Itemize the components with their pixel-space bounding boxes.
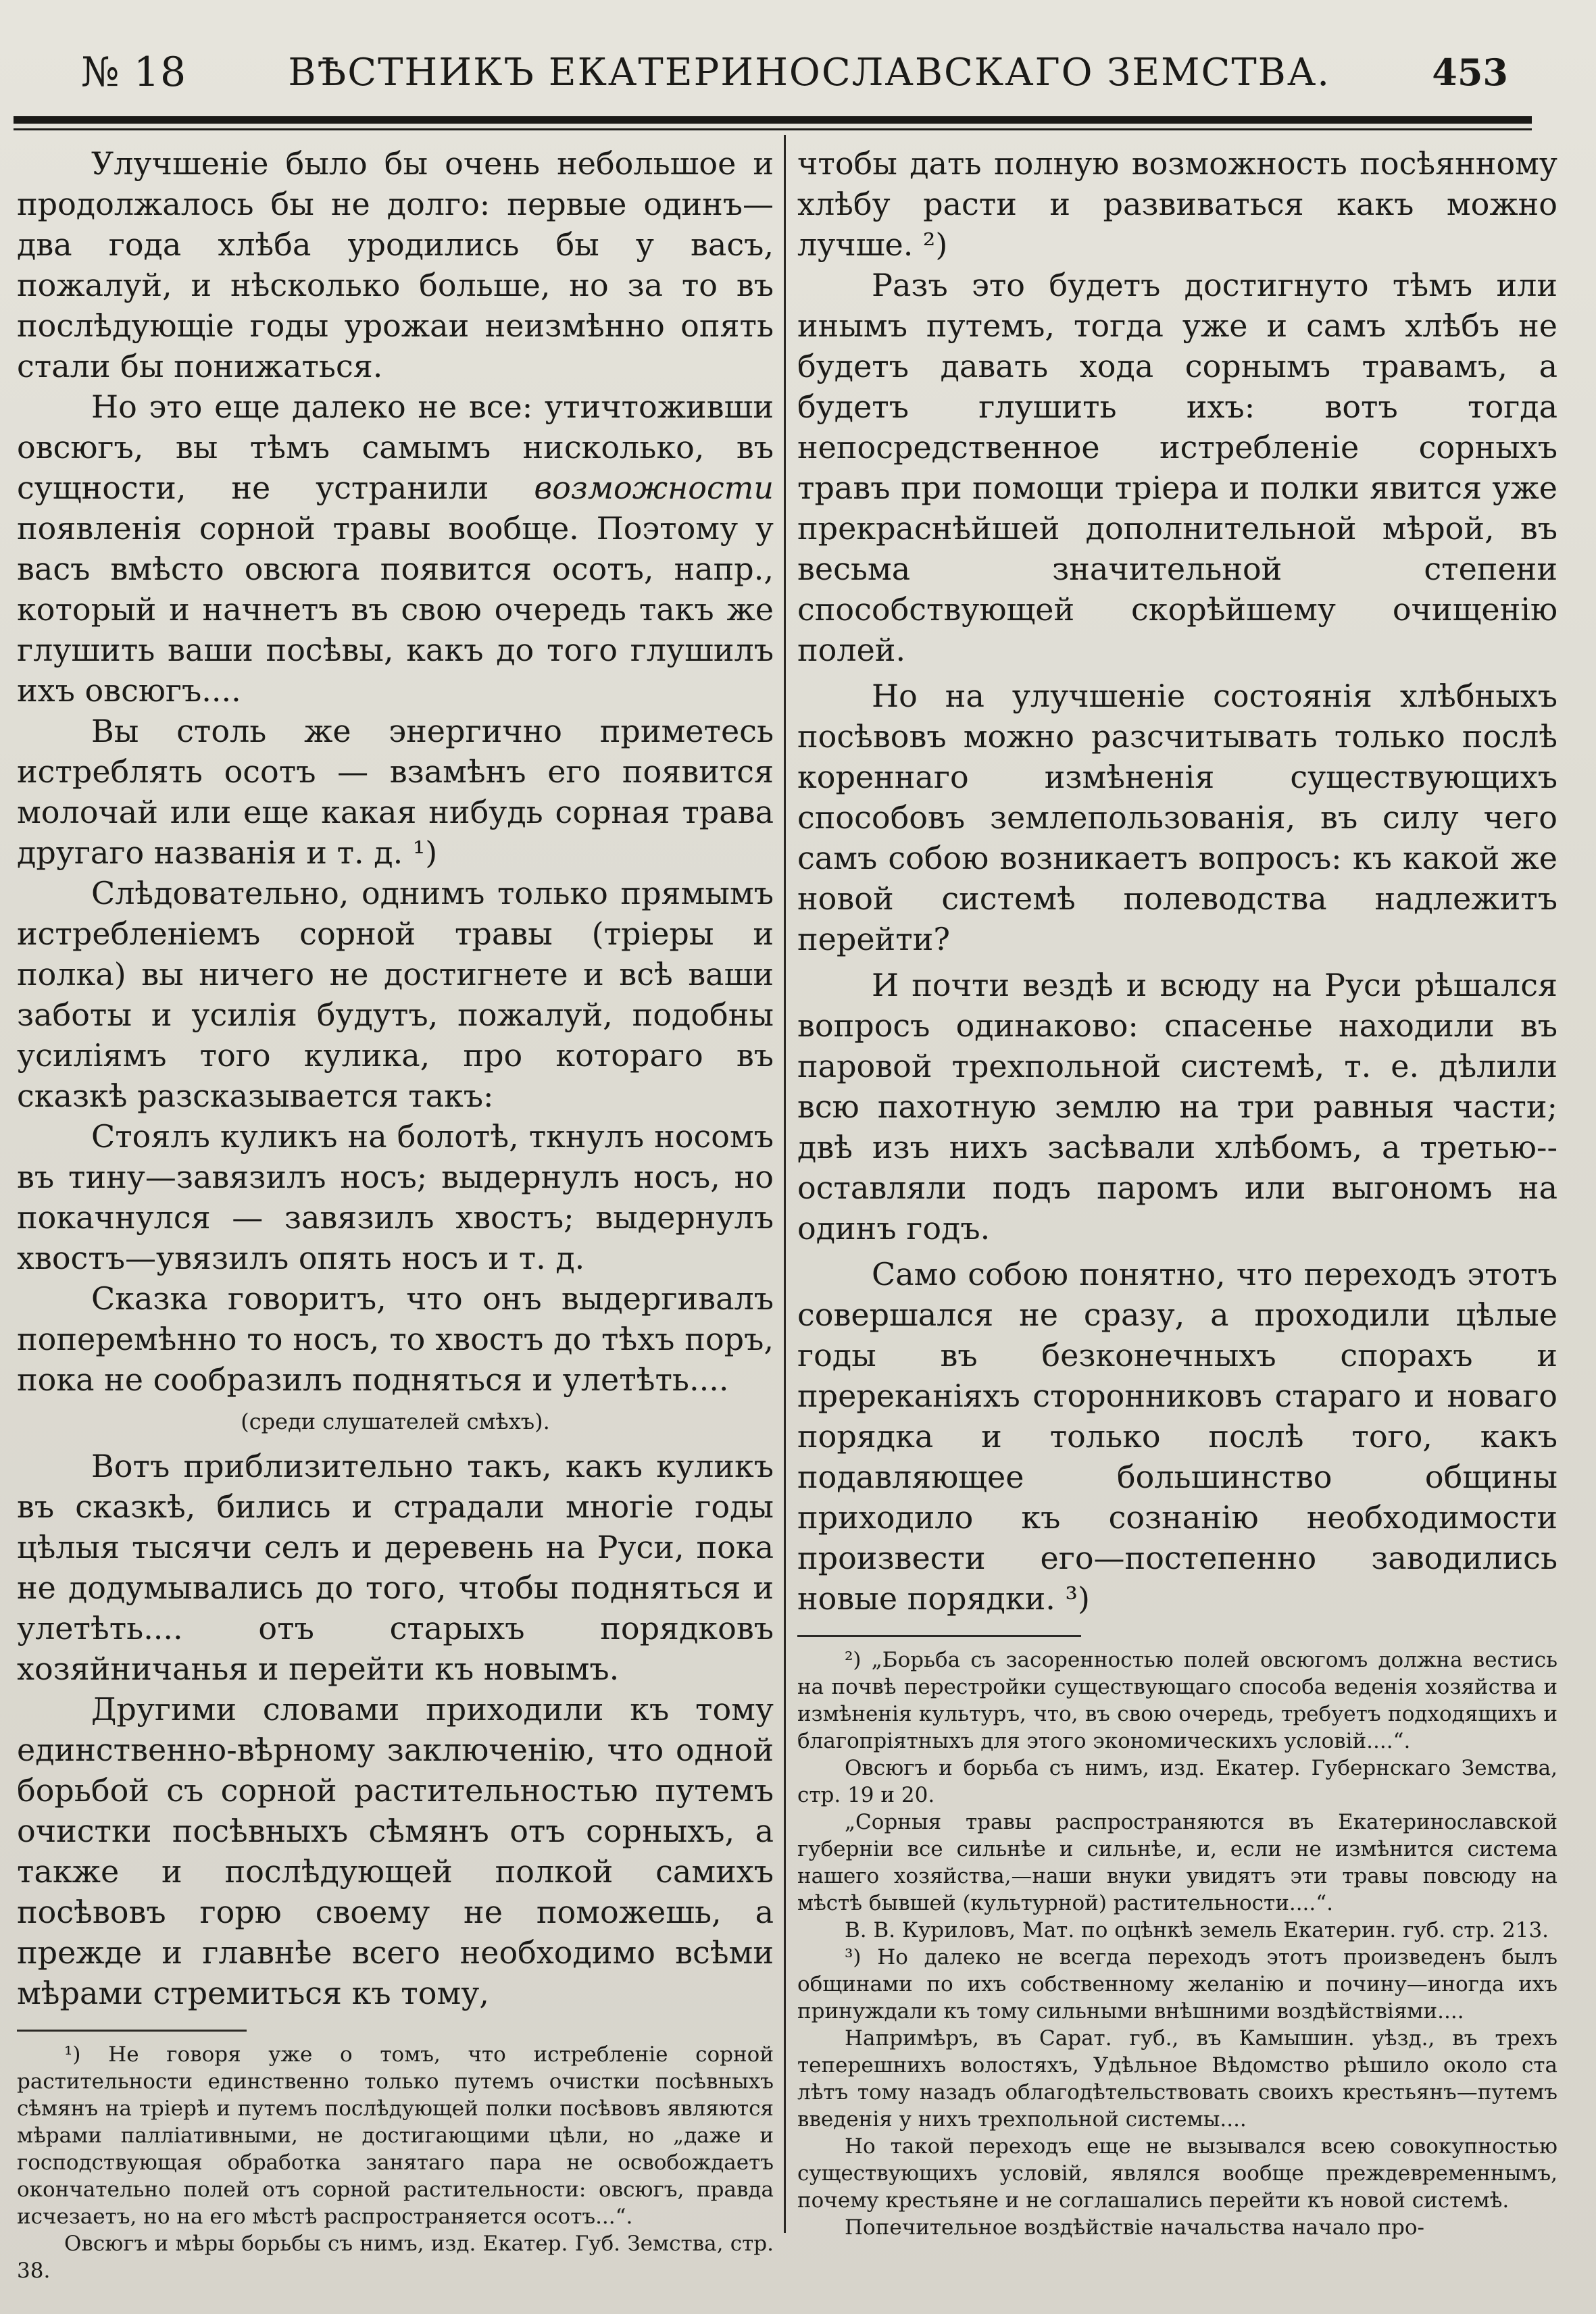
left-body [17, 143, 774, 2013]
footnote: Напримѣръ, въ Сарат. губ., въ Камышин. уѣзд., въ трехъ теперешнихъ волостяхъ, Удѣльное Вѣдомство рѣшило около ста лѣтъ тому назадъ облагодѣтельствовать своихъ крестьянъ—путемъ введенія у нихъ трехпольной системы.... [797, 2026, 1557, 2132]
right-body [797, 143, 1557, 1619]
paragraph: Стоялъ куликъ на болотѣ, ткнулъ носомъ въ тину—завязилъ носъ; выдернулъ носъ, но покачнулся — завязилъ хвостъ; выдернулъ хвостъ—увязилъ опять носъ и т. д. [17, 1118, 774, 1276]
text-run: Но это еще далеко не все: утичтоживши овсюгъ, вы тѣмъ самымъ нисколько, въ сущности, не устранили [17, 388, 774, 506]
paragraph [17, 386, 774, 711]
column-divider [784, 135, 786, 2233]
journal-title: ВѢСТНИКЪ ЕКАТЕРИНОСЛАВСКАГО ЗЕМСТВА. [288, 50, 1331, 95]
footnote: Попечительное воздѣйствіе начальства начало про- [845, 2215, 1424, 2240]
page-header [81, 42, 1508, 103]
right-column [797, 143, 1557, 2241]
footnote: ³) Но далеко не всегда переходъ этотъ произведенъ былъ общинами по ихъ собственному желанію и почину—иногда ихъ принуждали къ тому сильными внѣшними воздѣйствіями.... [797, 1945, 1557, 2023]
header-rule-thick [14, 116, 1532, 124]
paragraph: Улучшеніе было бы очень небольшое и продолжалось бы не долго: первые одинъ—два года хлѣба уродились бы у васъ, пожалуй, и нѣсколько больше, но за то въ послѣдующіе годы урожаи неизмѣнно опять стали бы понижаться. [17, 145, 774, 384]
issue-number: № 18 [81, 49, 187, 96]
footnote: Но такой переходъ еще не вызывался всею совокупностью существующихъ условій, являлся вообще преждевременнымъ, почему крестьяне и не соглашались перейти къ новой системѣ. [797, 2134, 1557, 2213]
paragraph: Другими словами приходили къ тому единственно-вѣрному заключенію, что одной борьбой съ сорной растительностью путемъ очистки посѣвныхъ сѣмянъ отъ сорныхъ, а также и послѣдующей полкой самихъ посѣвовъ горю своему не поможешь, а прежде и главнѣе всего необходимо всѣми мѣрами стремиться къ тому, [17, 1691, 774, 2011]
header-rule-thin [14, 128, 1532, 130]
italic-emphasis: возможности [534, 470, 774, 506]
paragraph: Вы столь же энергично приметесь истреблять осотъ — взамѣнъ его появится молочай или еще какая нибудь сорная трава другаго названія и т. д. ¹) [17, 713, 774, 871]
footnote-rule [17, 2030, 247, 2032]
paragraph: И почти вездѣ и всюду на Руси рѣшался вопросъ одинаково: спасенье находили въ паровой трехпольной системѣ, т. е. дѣлили всю пахотную землю на три равныя части; двѣ изъ нихъ засѣвали хлѣбомъ, а третью--оставляли подъ паромъ или выгономъ на одинъ годъ. [797, 967, 1557, 1247]
page-number: 453 [1432, 51, 1508, 94]
footnote: ²) „Борьба съ засоренностью полей овсюгомъ должна вестись на почвѣ перестройки существующаго способа веденія хозяйства и измѣненія культуръ, что, въ свою очередь, требуетъ подходящихъ и благопріятныхъ для этого экономическихъ условій....“. [797, 1648, 1557, 1753]
right-footnotes [797, 1646, 1557, 2241]
text-run: появленія сорной травы вообще. Поэтому у васъ вмѣсто овсюга появится осотъ, напр., который и начнетъ въ свою очередь такъ же глушить ваши посѣвы, какъ до того глушилъ ихъ овсюгъ.... [17, 510, 774, 709]
paragraph: Сказка говоритъ, что онъ выдергивалъ поперемѣнно то носъ, то хвостъ до тѣхъ поръ, пока не сообразилъ подняться и улетѣть.... [17, 1280, 774, 1398]
paragraph: Слѣдовательно, однимъ только прямымъ истребленіемъ сорной травы (тріеры и полка) вы ничего не достигнете и всѣ ваши заботы и усилія будутъ, пожалуй, подобны усиліямъ того кулика, про котораго въ сказкѣ разсказывается такъ: [17, 875, 774, 1114]
footnote: Овсюгъ и мѣры борьбы съ нимъ, изд. Екатер. Губ. Земства, стр. 38. [17, 2232, 774, 2283]
paragraph: Разъ это будетъ достигнуто тѣмъ или инымъ путемъ, тогда уже и самъ хлѣбъ не будетъ давать хода сорнымъ травамъ, а будетъ глушить ихъ: вотъ тогда непосредственное истребленіе сорныхъ травъ при помощи тріера и полки явится уже прекраснѣйшей дополнительной мѣрой, въ весьма значительной степени способствующей скорѣйшему очищенію полей. [797, 267, 1557, 668]
footnote: ¹) Не говоря уже о томъ, что истребленіе сорной растительности единственно только путемъ очистки посѣвныхъ сѣмянъ на тріерѣ и путемъ послѣдующей полки посѣвовъ являются мѣрами палліативными, не достигающими цѣли, но „даже и господствующая обработка занятаго пара не освобождаетъ окончательно полей отъ сорной растительности: овсюгъ, правда исчезаетъ, но на его мѣстѣ распространяется осотъ...“. [17, 2042, 774, 2229]
left-column [17, 143, 774, 2284]
footnote: „Сорныя травы распространяются въ Екатеринославской губерніи все сильнѣе и сильнѣе, и, если не измѣнится система нашего хозяйства,—наши внуки увидятъ эти травы повсюду на мѣстѣ бывшей (культурной) растительности....“. [797, 1810, 1557, 1915]
stage-direction: (среди слушателей смѣхъ). [241, 1409, 550, 1434]
footnote: В. В. Куриловъ, Мат. по оцѣнкѣ земель Екатерин. губ. стр. 213. [845, 1918, 1549, 1942]
left-footnotes [17, 2041, 774, 2284]
paragraph: Но на улучшеніе состоянія хлѣбныхъ посѣвовъ можно разсчитывать только послѣ кореннаго измѣненія существующихъ способовъ землепользованія, въ силу чего самъ собою возникаетъ вопросъ: къ какой же новой системѣ полеводства надлежитъ перейти? [797, 678, 1557, 957]
paragraph: Само собою понятно, что переходъ этотъ совершался не сразу, а проходили цѣлые годы въ безконечныхъ спорахъ и пререканіяхъ сторонниковъ стараго и новаго порядка и только послѣ того, какъ подавляющее большинство общины приходило къ сознанію необходимости произвести его—постепенно заводились новые порядки. ³) [797, 1256, 1557, 1617]
footnote: Овсюгъ и борьба съ нимъ, изд. Екатер. Губернскаго Земства, стр. 19 и 20. [797, 1756, 1557, 1807]
paragraph: чтобы дать полную возможность посѣянному хлѣбу расти и развиваться какъ можно лучше. ²) [797, 145, 1557, 263]
paragraph: Вотъ приблизительно такъ, какъ куликъ въ сказкѣ, бились и страдали многіе годы цѣлыя тысячи селъ и деревень на Руси, пока не додумывались до того, чтобы подняться и улетѣть.... отъ старыхъ порядковъ хозяйничанья и перейти къ новымъ. [17, 1448, 774, 1687]
footnote-rule [797, 1635, 1081, 1637]
